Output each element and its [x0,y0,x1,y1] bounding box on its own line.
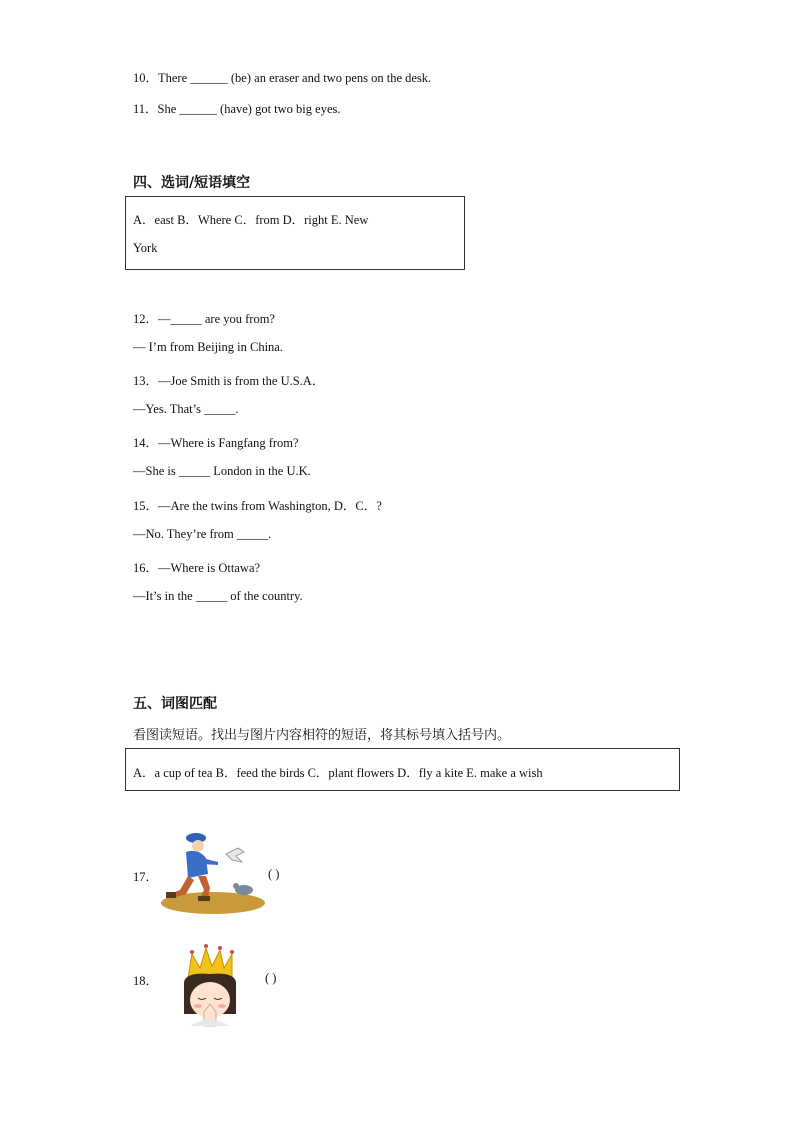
answer-14: —She is _____ London in the U.K. [133,464,311,478]
options-line-1: A．east B．Where C．from D．right E. New [133,213,369,227]
crown [188,948,232,978]
answer-13: —Yes. That’s _____. [133,402,239,416]
flying-bird [226,848,244,862]
section-5-instruction: 看图读短语。找出与图片内容相符的短语，将其标号填入括号内。 [133,728,511,743]
section-5-options: A．a cup of tea B．feed the birds C．plant flowers D．fly a kite E. make a wish [133,766,543,780]
answer-16: —It’s in the _____ of the country. [133,589,303,603]
options-line-2: York [133,241,158,255]
boot-left [166,892,176,898]
section-4-heading: 四、选词/短语填空 [133,175,251,191]
question-12: 12．—_____ are you from? [133,312,275,326]
answer-15: —No. They’re from _____. [133,527,272,541]
question-10: 10．There ______ (be) an eraser and two pens on the desk. [133,71,432,85]
boot-right [198,896,210,901]
question-14: 14．—Where is Fangfang from? [133,436,299,450]
question-17-number: 17． [133,870,159,884]
boy-jacket [186,851,208,878]
boy-head [192,840,204,852]
section-4-options-box [125,196,465,270]
question-18-answer-paren[interactable]: ( ) [265,971,277,985]
question-16: 16．—Where is Ottawa? [133,561,261,575]
question-13: 13．—Joe Smith is from the U.S.A． [133,374,325,388]
question-15: 15．—Are the twins from Washington, D．C．? [133,499,382,513]
question-18-number: 18． [133,974,159,988]
section-5-heading: 五、词图匹配 [133,696,217,712]
girl-making-wish-picture [180,942,240,1028]
boy-feeding-birds-picture [158,828,268,916]
question-11: 11．She ______ (have) got two big eyes. [133,102,341,116]
question-17-answer-paren[interactable]: ( ) [268,867,280,881]
section-5-options-box [125,748,680,791]
answer-12: — I’m from Beijing in China. [133,340,283,354]
boy-arm [202,858,218,865]
